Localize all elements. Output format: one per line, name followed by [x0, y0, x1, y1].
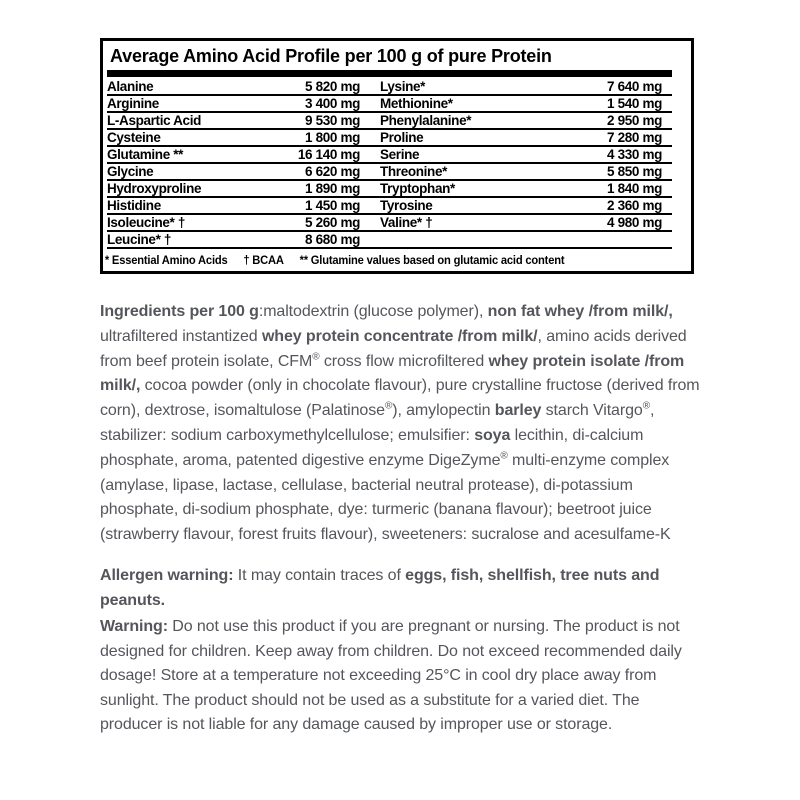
- table-row: [107, 215, 672, 232]
- table-cell: [380, 198, 672, 213]
- amino-acid-value: 16 140 mg: [297, 147, 360, 162]
- text-segment: Warning:: [100, 618, 168, 635]
- text-segment: whey protein concentrate /from milk/: [261, 327, 538, 345]
- table-title: Average Amino Acid Profile per 100 g of pure Protein: [110, 46, 552, 66]
- text-segment: Allergen warning:: [100, 567, 234, 584]
- text-segment: , amino acids derived from beef protein isolate, CFM: [100, 327, 687, 370]
- ingredients-paragraph: [100, 300, 701, 548]
- table-cell: [380, 96, 672, 111]
- table-cell: [380, 147, 672, 162]
- table-cell: [107, 181, 360, 196]
- amino-acid-name: Tryptophan*: [380, 181, 455, 196]
- table-row: [107, 198, 672, 215]
- table-row: [107, 130, 672, 147]
- registered-trademark-symbol: ®: [500, 450, 508, 462]
- amino-acid-value: 3 400 mg: [305, 96, 360, 111]
- text-segment: whey protein isolate /from milk/,: [100, 352, 685, 395]
- amino-acid-value: 7 280 mg: [607, 130, 662, 145]
- table-cell: [107, 79, 360, 94]
- amino-acid-name: Phenylalanine*: [380, 113, 472, 128]
- amino-acid-value: 9 530 mg: [305, 113, 360, 128]
- table-row: [107, 96, 672, 113]
- table-cell: [380, 215, 672, 230]
- table-cell: [107, 164, 360, 179]
- table-body: [107, 79, 672, 249]
- amino-acid-name: Proline: [380, 130, 424, 145]
- table-cell: [107, 130, 360, 145]
- amino-acid-value: 1 540 mg: [607, 96, 662, 111]
- table-cell: [107, 198, 360, 213]
- footnote: * Essential Amino Acids: [104, 253, 228, 267]
- footnote: ** Glutamine values based on glutamic acid content: [299, 253, 565, 267]
- amino-acid-value: 2 950 mg: [607, 113, 662, 128]
- allergen-warning-paragraph: [100, 564, 701, 613]
- text-segment: lecithin, di-calcium phosphate, aroma, patented digestive enzyme DigeZyme: [100, 426, 644, 469]
- amino-acid-name: Glycine: [107, 164, 154, 179]
- table-cell: [107, 215, 360, 230]
- table-cell: [380, 181, 672, 196]
- amino-acid-name: Isoleucine* †: [107, 215, 185, 230]
- text-segment: It may contain traces of: [233, 567, 406, 584]
- text-segment: soya: [474, 426, 511, 444]
- table-cell: [107, 147, 360, 162]
- text-segment: ), amylopectin: [392, 402, 495, 420]
- table-cell: [107, 113, 360, 128]
- text-segment: Ingredients per 100 g: [100, 303, 259, 320]
- amino-acid-value: 7 640 mg: [607, 79, 662, 94]
- amino-acid-value: 2 360 mg: [607, 198, 662, 213]
- amino-acid-name: Threonine*: [380, 164, 448, 179]
- amino-acid-name: Alanine: [107, 79, 154, 94]
- amino-acid-name: L-Aspartic Acid: [107, 113, 202, 128]
- text-segment: starch Vitargo: [541, 402, 643, 420]
- amino-acid-value: 4 980 mg: [607, 215, 662, 230]
- text-segment: non fat whey /from milk/,: [487, 303, 673, 320]
- table-row: [107, 164, 672, 181]
- amino-acid-name: Valine* †: [380, 215, 433, 230]
- table-footnotes: [103, 249, 650, 271]
- amino-acid-name: Methionine*: [380, 96, 453, 111]
- text-segment: , stabilizer: sodium carboxymethylcellulose; emulsifier:: [100, 402, 655, 444]
- header-separator-bar: [107, 70, 672, 77]
- amino-acid-name: Serine: [380, 147, 420, 162]
- amino-acid-name: Tyrosine: [380, 198, 433, 213]
- amino-acid-value: 8 680 mg: [305, 232, 360, 247]
- amino-acid-value: 5 820 mg: [305, 79, 360, 94]
- table-cell: [107, 96, 360, 111]
- table-cell: [107, 232, 360, 247]
- text-segment: cocoa powder (only in chocolate flavour), pure crystalline fructose (derived from corn), dextrose, isomaltulose (Palatinose: [100, 377, 700, 420]
- amino-acid-value: 5 850 mg: [607, 164, 662, 179]
- amino-acid-name: Histidine: [107, 198, 161, 213]
- amino-acid-profile-table: [100, 38, 694, 274]
- table-row: [107, 147, 672, 164]
- amino-acid-value: 1 890 mg: [305, 181, 360, 196]
- text-segment: Do not use this product if you are pregnant or nursing. The product is not designed for children. Keep away from children. Do not exceed recommended daily dosage! Store at a temperature not exceeding 25°C in cool dry place away from sunlight. The product should not be used as a substitute for a varied diet. The producer is not liable for any damage caused by improper use or storage.: [100, 618, 682, 733]
- registered-trademark-symbol: ®: [384, 400, 393, 412]
- amino-acid-value: 5 260 mg: [305, 215, 360, 230]
- registered-trademark-symbol: ®: [312, 351, 320, 363]
- table-cell: [380, 79, 672, 94]
- amino-acid-name: Glutamine **: [107, 147, 184, 162]
- table-row: [107, 79, 672, 96]
- text-segment: :maltodextrin (glucose polymer),: [258, 303, 488, 320]
- amino-acid-name: Cysteine: [107, 130, 161, 145]
- amino-acid-name: Hydroxyproline: [107, 181, 202, 196]
- amino-acid-value: 1 450 mg: [305, 198, 360, 213]
- table-cell: [380, 113, 672, 128]
- amino-acid-value: 1 800 mg: [305, 130, 360, 145]
- table-row: [107, 181, 672, 198]
- table-cell: [380, 130, 672, 145]
- text-segment: ultrafiltered instantized: [100, 327, 262, 345]
- registered-trademark-symbol: ®: [642, 400, 650, 412]
- amino-acid-name: Arginine: [107, 96, 159, 111]
- amino-acid-value: 4 330 mg: [607, 147, 662, 162]
- warning-paragraph: [100, 615, 701, 738]
- text-segment: barley: [494, 402, 542, 420]
- amino-acid-name: Lysine*: [380, 79, 426, 94]
- text-segment: cross flow microfiltered: [319, 352, 489, 370]
- table-row: [107, 113, 672, 130]
- table-row: [107, 232, 672, 249]
- table-cell: [380, 164, 672, 179]
- text-segment: eggs, fish, shellfish, tree nuts and peanuts.: [100, 567, 660, 609]
- text-segment: multi-enzyme complex (amylase, lipase, lactase, cellulase, bacterial neutral protease), di-potassium phosphate, di-sodium phosphate, dye: turmeric (banana flavour); beetroot juice (strawberry flavour, forest fruits flavour), sweeteners: sucralose and acesulfame-K: [100, 451, 671, 544]
- amino-acid-name: Leucine* †: [107, 232, 172, 247]
- amino-acid-value: 1 840 mg: [607, 181, 662, 196]
- amino-acid-value: 6 620 mg: [305, 164, 360, 179]
- footnote: † BCAA: [243, 253, 284, 267]
